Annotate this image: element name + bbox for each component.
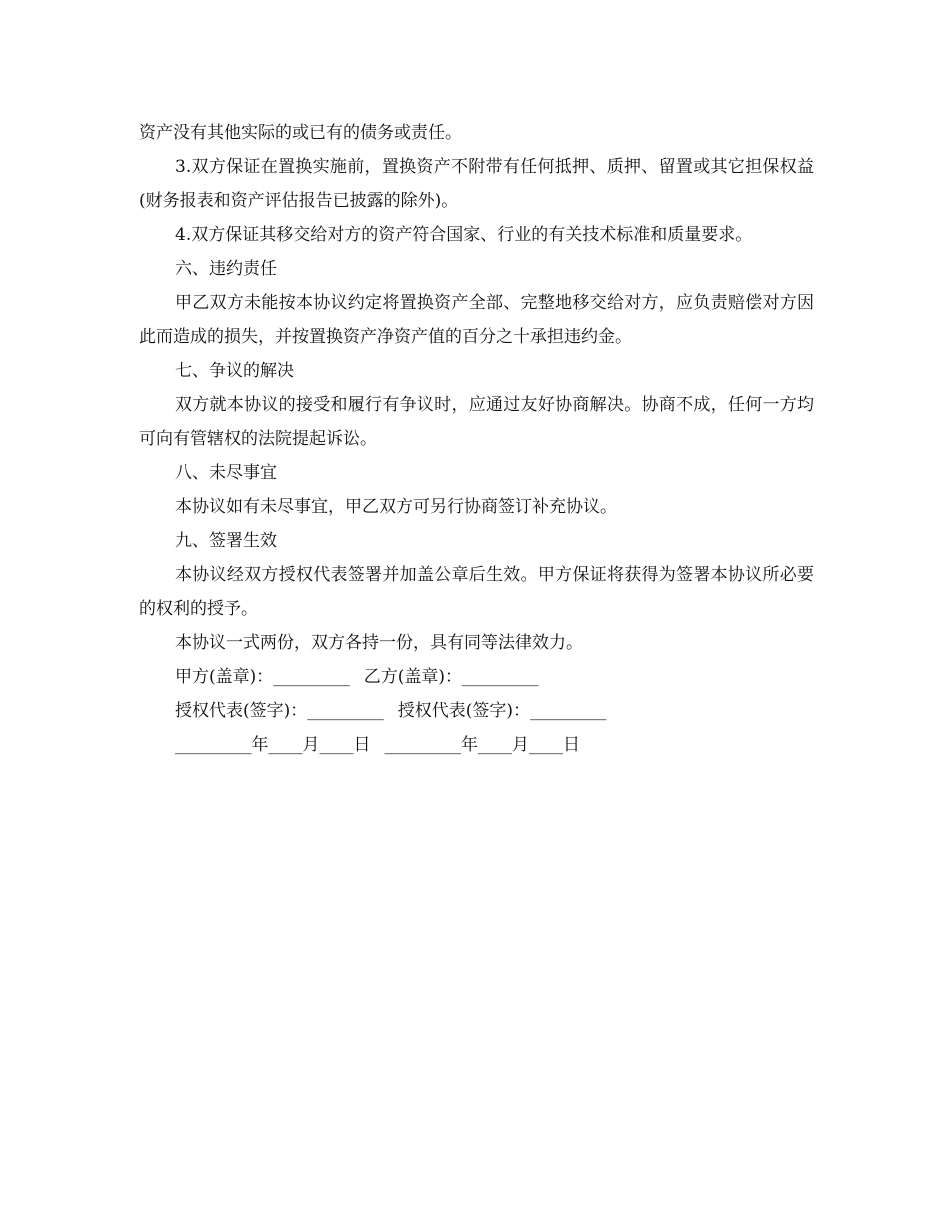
clause-3: 3.双方保证在置换实施前，置换资产不附带有任何抵押、质押、留置或其它担保权益(财务报表和资产评估报告已披露的除外)。 xyxy=(139,157,814,211)
document-body xyxy=(139,116,814,762)
section-heading-9: 九、签署生效 xyxy=(175,531,277,551)
section-8-paragraph: 本协议如有未尽事宜，甲乙双方可另行协商签订补充协议。 xyxy=(175,497,617,517)
date-line xyxy=(139,728,814,762)
section-heading-8: 八、未尽事宜 xyxy=(175,463,277,483)
clause-4: 4.双方保证其移交给对方的资产符合国家、行业的有关技术标准和质量要求。 xyxy=(175,225,753,245)
seal-line xyxy=(139,660,814,694)
section-heading-7: 七、争议的解决 xyxy=(175,361,294,381)
paragraph-continuation: 资产没有其他实际的或已有的债务或责任。 xyxy=(139,123,462,143)
party-b-date-field: _________年____月____日 xyxy=(384,735,580,755)
party-a-seal-field: 甲方(盖章)：_________ xyxy=(175,667,350,687)
representative-line xyxy=(139,694,814,728)
section-6-paragraph: 甲乙双方未能按本协议约定将置换资产全部、完整地移交给对方，应负责赔偿对方因此而造成的损失，并按置换资产净资产值的百分之十承担违约金。 xyxy=(139,293,814,347)
copies-paragraph: 本协议一式两份，双方各持一份，具有同等法律效力。 xyxy=(175,633,583,653)
section-7-paragraph: 双方就本协议的接受和履行有争议时，应通过友好协商解决。协商不成，任何一方均可向有管辖权的法院提起诉讼。 xyxy=(139,395,814,449)
party-b-representative-field: 授权代表(签字)：_________ xyxy=(397,701,607,721)
party-b-seal-field: 乙方(盖章)：_________ xyxy=(363,667,539,687)
party-a-date-field: _________年____月____日 xyxy=(175,735,371,755)
section-9-paragraph: 本协议经双方授权代表签署并加盖公章后生效。甲方保证将获得为签署本协议所必要的权利的授予。 xyxy=(139,565,814,619)
party-a-representative-field: 授权代表(签字)：_________ xyxy=(175,701,384,721)
section-heading-6: 六、违约责任 xyxy=(175,259,277,279)
